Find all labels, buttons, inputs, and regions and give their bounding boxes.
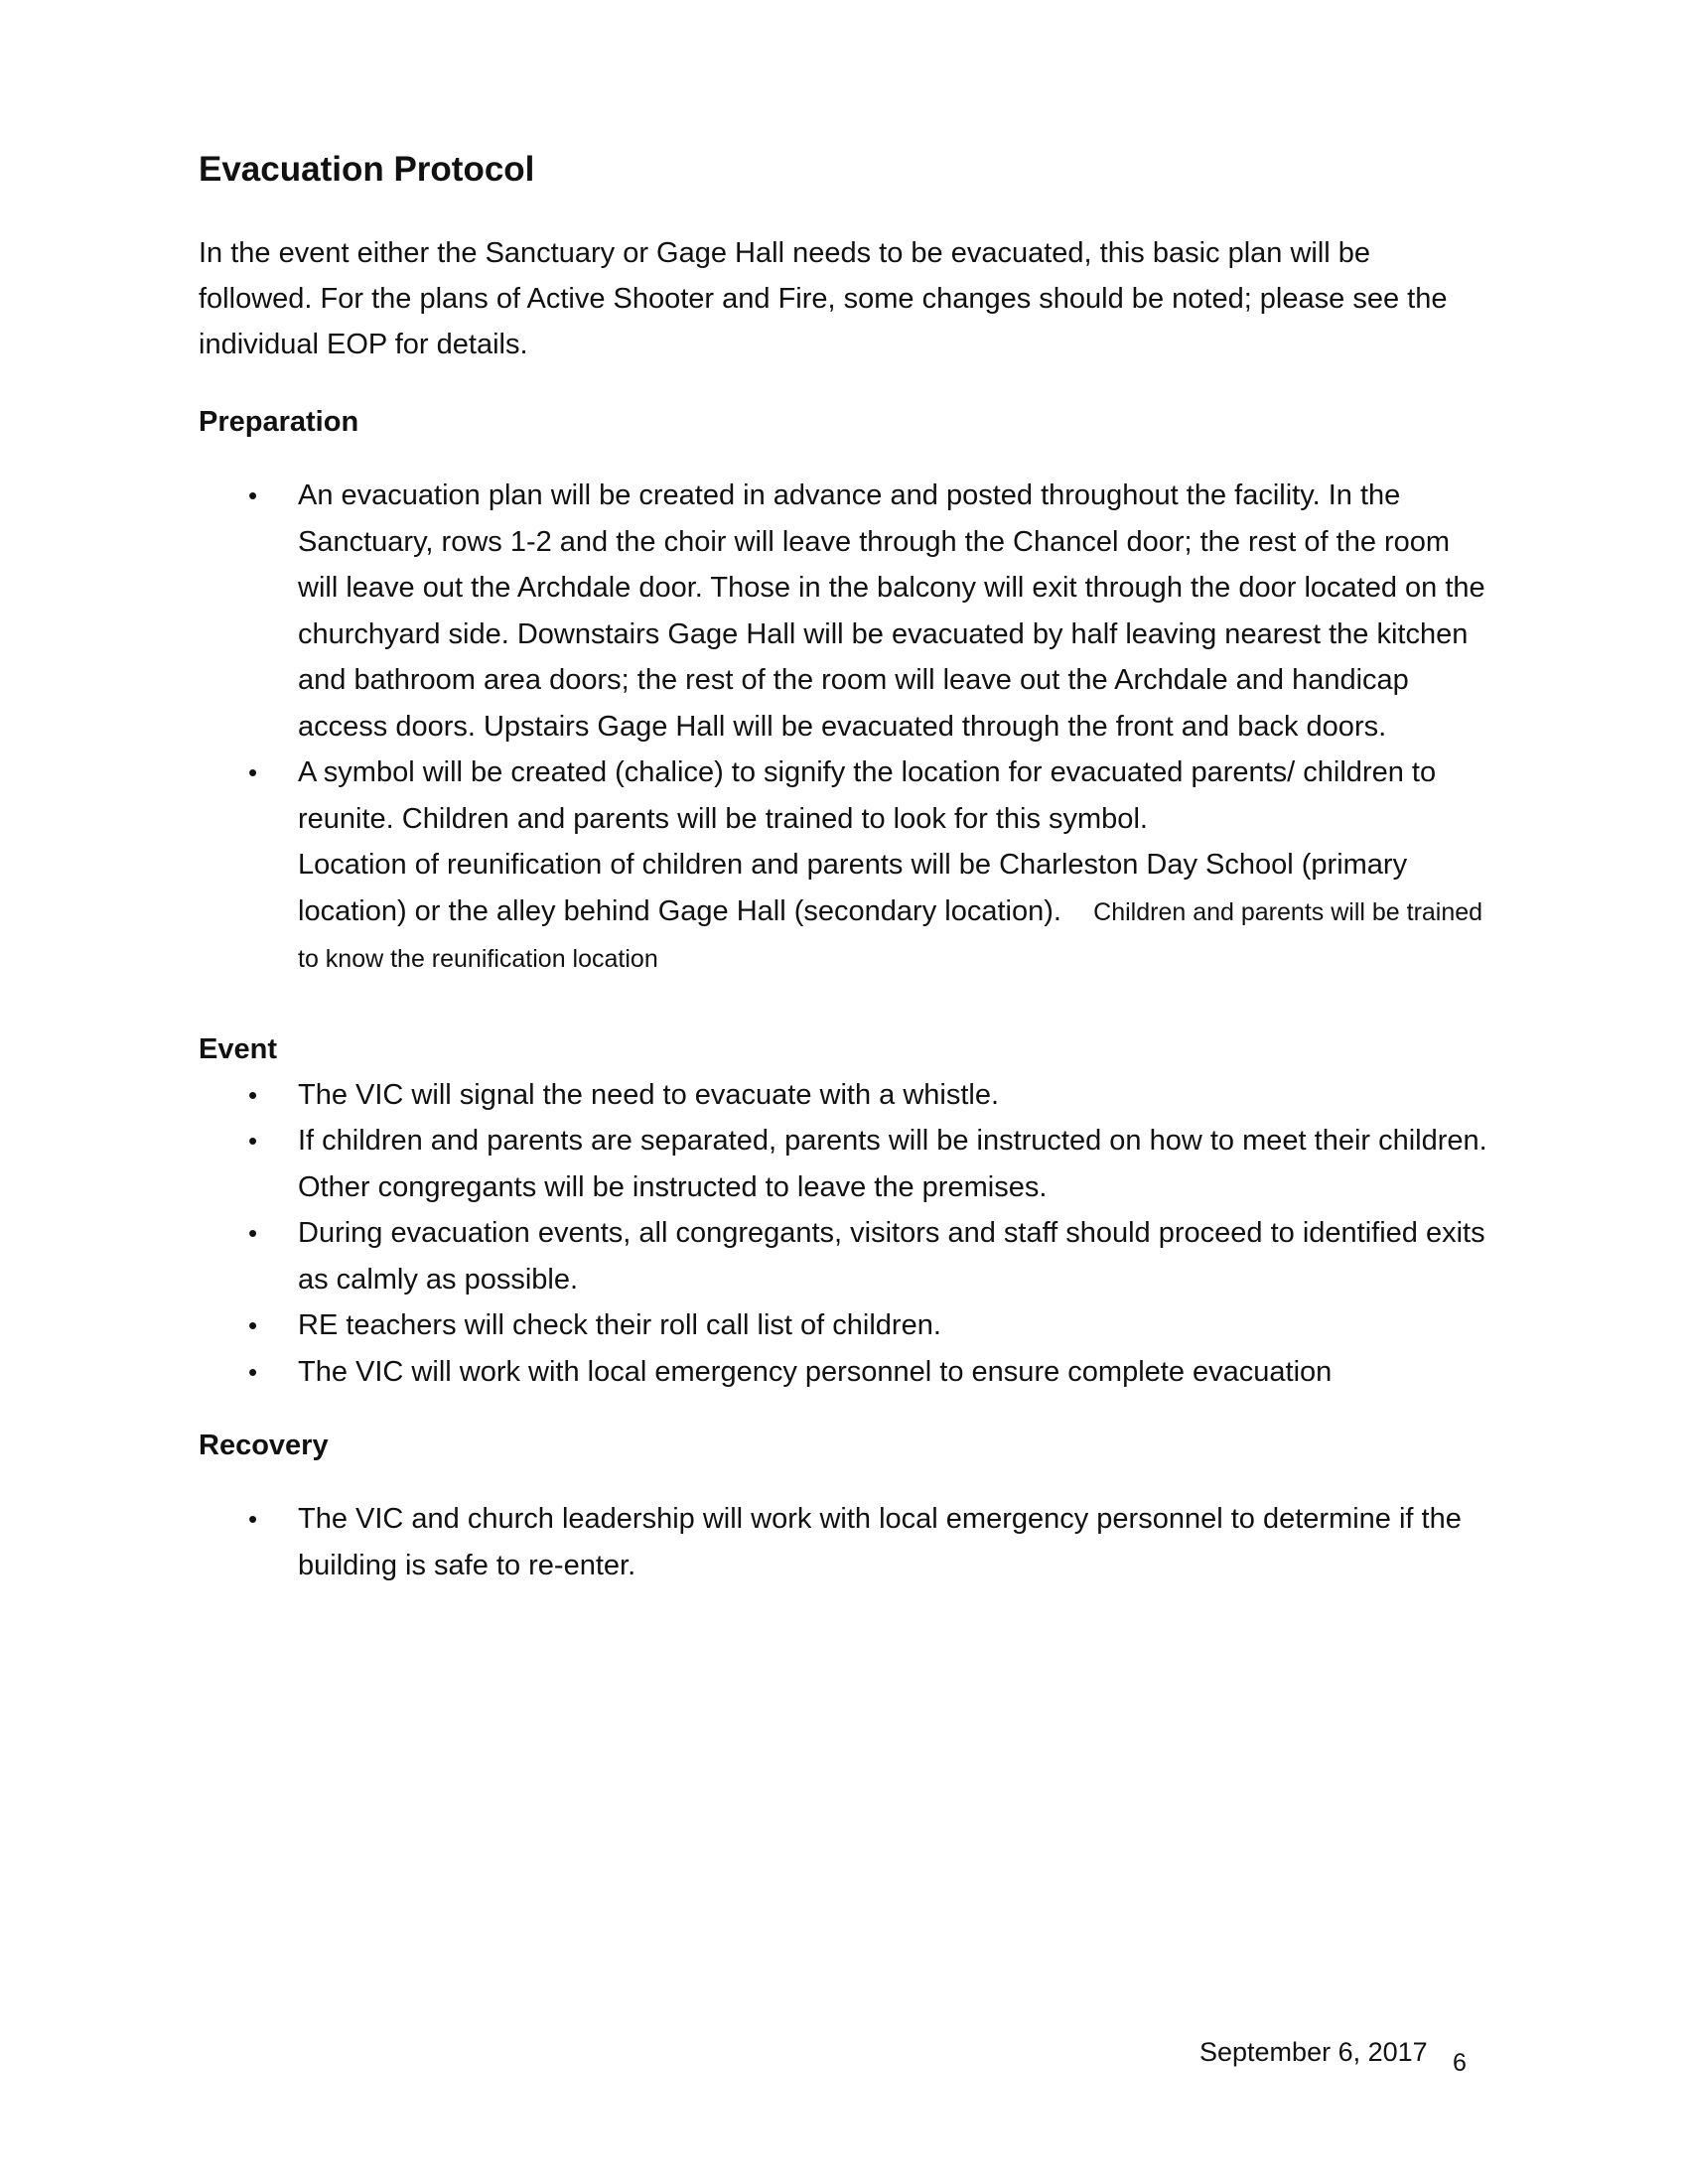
recovery-list: [199, 1496, 1489, 1588]
list-item: [199, 1496, 1489, 1588]
bullet-icon: •: [248, 1504, 258, 1534]
document-body: [199, 149, 1489, 1588]
bullet-icon: •: [248, 480, 258, 510]
list-item: [199, 1302, 1489, 1349]
preparation-section: [199, 399, 1489, 983]
list-item-text: An evacuation plan will be created in advance and posted throughout the facility. In the Sanctuary, rows 1-2 and the choir will leave through the Chancel door; the rest of the room will leave out the Archdale door. Those in the balcony will exit through the door located on the churchyard side. Downstairs Gage Hall will be evacuated by half leaving nearest the kitchen and bathroom area doors; the rest of the room will leave out the Archdale and handicap access doors. Upstairs Gage Hall will be evacuated through the front and back doors.: [298, 479, 1485, 743]
list-item: [199, 750, 1489, 983]
bullet-icon: •: [248, 1218, 258, 1248]
list-item-note: Children and parents will be trained to know the reunification location: [298, 897, 1483, 973]
bullet-icon: •: [248, 1356, 258, 1387]
event-list: [199, 1072, 1489, 1396]
event-section: [199, 1026, 1489, 1396]
list-item-text: The VIC will signal the need to evacuate with a whistle.: [298, 1078, 1000, 1111]
event-heading: Event: [199, 1032, 277, 1065]
list-item: [199, 1072, 1489, 1119]
list-item: [199, 1349, 1489, 1396]
intro-paragraph: In the event either the Sanctuary or Gage Hall needs to be evacuated, this basic plan will be followed. For the plans of Active Shooter and Fire, some changes should be noted; please see the individual EOP for details.: [199, 237, 1448, 360]
recovery-heading: Recovery: [199, 1430, 329, 1461]
list-item: [199, 1118, 1489, 1210]
list-item-text: If children and parents are separated, parents will be instructed on how to meet their children. Other congregants will be instructed to leave the premises.: [298, 1125, 1487, 1203]
list-item-text: During evacuation events, all congregants, visitors and staff should proceed to identified exits as calmly as possible.: [298, 1217, 1485, 1296]
page-number: 6: [1453, 2049, 1467, 2077]
recovery-section: [199, 1423, 1489, 1588]
list-item-text: The VIC and church leadership will work with local emergency personnel to determine if the building is safe to re-enter.: [298, 1503, 1462, 1581]
list-item-text: RE teachers will check their roll call list of children.: [298, 1309, 941, 1341]
list-item-text: The VIC will work with local emergency personnel to ensure complete evacuation: [298, 1355, 1333, 1388]
bullet-icon: •: [248, 1079, 258, 1110]
bullet-icon: •: [248, 1126, 258, 1156]
list-item: [199, 1210, 1489, 1302]
list-item: [199, 473, 1489, 750]
list-item-continuation: Location of reunification of children and parents will be Charleston Day School (primary location) or the alley behind Gage Hall (secondary location).: [298, 849, 1408, 927]
list-item-text: A symbol will be created (chalice) to signify the location for evacuated parents/ children to reunite. Children and parents will be trained to look for this symbol.: [298, 756, 1437, 835]
bullet-icon: •: [248, 1310, 258, 1340]
bullet-icon: •: [248, 757, 258, 787]
footer-date: September 6, 2017: [1199, 2037, 1428, 2067]
preparation-heading: Preparation: [199, 406, 359, 438]
page-title: Evacuation Protocol: [199, 150, 535, 189]
preparation-list: [199, 473, 1489, 983]
